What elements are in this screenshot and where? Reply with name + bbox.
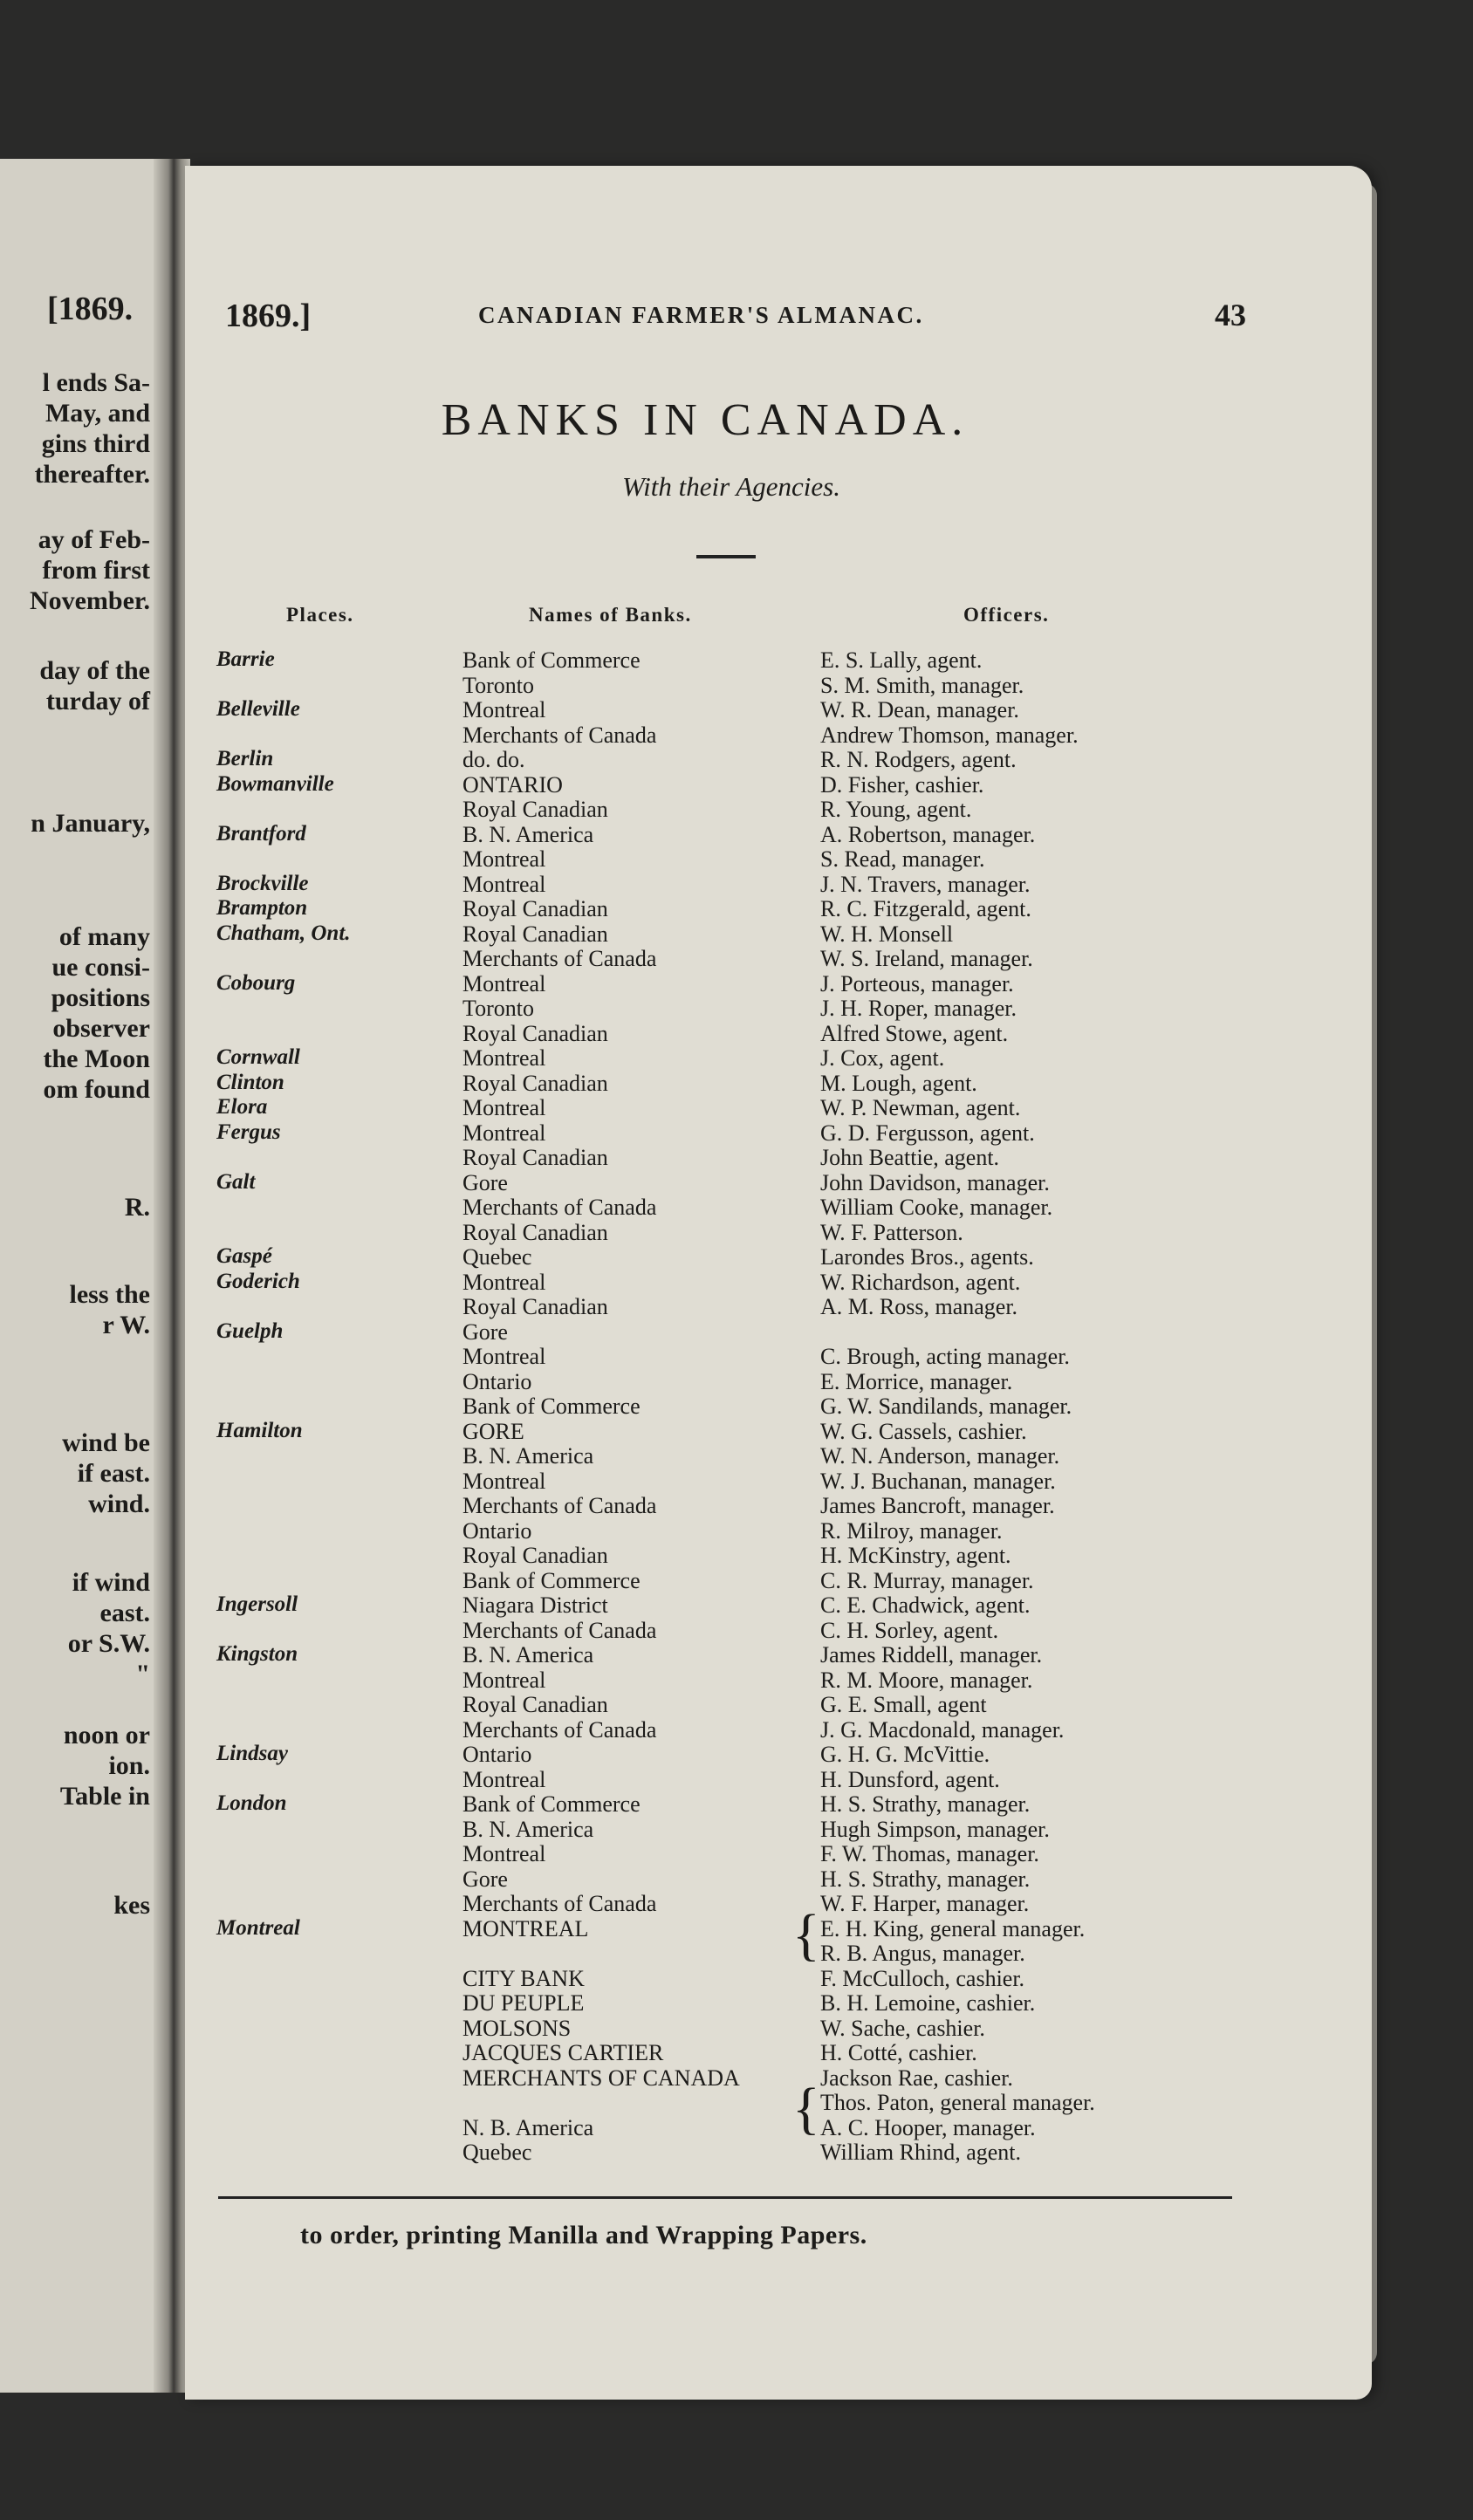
left-page-line: the Moon [43,1044,150,1073]
table-row [0,2065,1473,2091]
left-page-line: gins third [41,429,150,458]
left-page-line: l ends Sa- [42,368,150,397]
table-row [0,1394,1473,1419]
table-row [0,673,1473,698]
officer-name: W. S. Ireland, manager. [820,946,1033,971]
place-name: Cornwall [216,1045,300,1069]
bank-name: Royal Canadian [462,1219,608,1245]
place-name: Goderich [216,1269,300,1293]
table-row [0,1618,1473,1643]
bank-name: Quebec [462,1244,532,1270]
table-row [0,1518,1473,1544]
place-name: Kingston [216,1642,298,1666]
place-name: Berlin [216,747,274,770]
left-page-line: R. [124,1193,150,1222]
officer-name: J. Porteous, manager. [820,970,1014,996]
table-row [0,1319,1473,1345]
table-row [0,1941,1473,1966]
table-row [0,1045,1473,1071]
left-page-line: thereafter. [34,460,150,489]
table-row [0,1568,1473,1593]
bank-name: N. B. America [462,2114,594,2140]
bank-name: Royal Canadian [462,1543,608,1568]
bank-name: DU PEUPLE [462,1990,585,2016]
header-year: 1869.] [225,298,312,334]
officer-name: W. P. Newman, agent. [820,1095,1021,1120]
place-name: Montreal [216,1915,300,1940]
bank-name: B. N. America [462,1443,594,1469]
header-title: CANADIAN FARMER'S ALMANAC. [478,302,924,328]
officer-name: E. S. Lally, agent. [820,647,983,673]
officer-name: W. Sache, cashier. [820,2015,985,2041]
officer-name: J. G. Macdonald, manager. [820,1716,1065,1743]
officer-name: R. M. Moore, manager. [820,1667,1033,1693]
bank-name: MONTREAL [462,1915,589,1941]
bank-name: Royal Canadian [462,797,608,822]
bank-name: CITY BANK [462,1965,585,1991]
officer-name: A. M. Ross, manager. [820,1294,1018,1319]
place-name: Gaspé [216,1244,272,1268]
officer-name: W. R. Dean, manager. [820,697,1019,722]
left-page-line: turday of [45,687,150,716]
left-page-line: or S.W. [67,1629,150,1658]
table-row [0,1344,1473,1369]
officer-name: R. B. Angus, manager. [820,1941,1025,1966]
officer-name: F. W. Thomas, manager. [820,1841,1039,1866]
place-name: Cobourg [216,970,296,995]
place-name: Brockville [216,871,309,895]
table-row [0,872,1473,897]
table-row [0,1692,1473,1717]
bank-name: JACQUES CARTIER [462,2040,664,2065]
table-row [0,1220,1473,1245]
left-page-line: ue consi- [51,953,150,982]
bank-name: B. N. America [462,1816,594,1842]
officer-name: J. N. Travers, manager. [820,871,1031,897]
table-row [0,896,1473,921]
officer-name: W. J. Buchanan, manager. [820,1468,1056,1494]
bank-name: Royal Canadian [462,1020,608,1046]
place-name: Brantford [216,821,306,846]
table-row [0,1120,1473,1146]
place-name: Barrie [216,647,275,671]
bank-name: Royal Canadian [462,1692,608,1717]
bank-name: Ontario [462,1742,532,1767]
left-page-line: wind. [88,1489,150,1518]
left-page-line: if wind [72,1568,150,1597]
bottom-divider [218,2196,1232,2199]
officer-name: E. Morrice, manager. [820,1368,1013,1394]
bank-name: Royal Canadian [462,1294,608,1319]
table-row [0,1717,1473,1743]
officer-name: D. Fisher, cashier. [820,771,984,798]
place-name: Hamilton [216,1418,303,1442]
bank-name: do. do. [462,747,525,772]
bank-name: Merchants of Canada [462,1195,657,1220]
place-name: Ingersoll [216,1592,298,1616]
officer-name: Alfred Stowe, agent. [820,1020,1009,1046]
bank-name: GORE [462,1418,524,1444]
officer-name: Andrew Thomson, manager. [820,722,1079,748]
table-row [0,1667,1473,1693]
officer-name: F. McCulloch, cashier. [820,1965,1025,1991]
officer-name: C. Brough, acting manager. [820,1344,1070,1369]
officer-name: A. C. Hooper, manager. [820,2114,1036,2140]
officer-name: James Riddell, manager. [820,1642,1043,1667]
table-row [0,1891,1473,1916]
left-page-line: wind be [62,1428,150,1457]
place-name: Fergus [216,1120,281,1144]
left-page-line: kes [113,1891,150,1920]
bank-name: Montreal [462,1120,546,1146]
table-row [0,1270,1473,1295]
bank-name: Bank of Commerce [462,1567,641,1593]
officer-name: J. H. Roper, manager. [820,996,1017,1021]
bank-name: Ontario [462,1368,532,1394]
officer-name: Thos. Paton, general manager. [820,2090,1095,2115]
place-name: Bowmanville [216,771,334,796]
bank-name: Montreal [462,1344,546,1369]
table-row [0,1443,1473,1469]
officer-name: G. W. Sandilands, manager. [820,1394,1072,1419]
bank-name: Gore [462,1318,508,1345]
left-page-line: of many [58,922,150,951]
officer-name: H. McKinstry, agent. [820,1543,1011,1568]
officer-name: William Cooke, manager. [820,1195,1053,1220]
bank-name: Niagara District [462,1592,608,1618]
left-page-line: ion. [108,1751,150,1780]
table-row [0,1244,1473,1270]
bank-name: Gore [462,1169,508,1195]
table-row [0,2115,1473,2140]
officer-name: W. G. Cassels, cashier. [820,1418,1027,1444]
officer-name: M. Lough, agent. [820,1070,977,1096]
officer-name: W. F. Patterson. [820,1219,963,1245]
bank-name: Montreal [462,846,546,872]
bank-name: Royal Canadian [462,896,608,921]
table-row [0,1195,1473,1220]
bank-name: Bank of Commerce [462,1394,641,1419]
place-name: Guelph [216,1318,284,1343]
bank-name: Merchants of Canada [462,1493,657,1518]
bank-name: Montreal [462,1095,546,1120]
officer-name: R. N. Rodgers, agent. [820,747,1017,772]
place-name: London [216,1791,287,1815]
table-row [0,946,1473,971]
table-row [0,846,1473,872]
place-name: Belleville [216,697,300,721]
officer-name: S. M. Smith, manager. [820,672,1024,698]
bank-name: Montreal [462,970,546,996]
bank-name: ONTARIO [462,771,563,798]
officer-name: H. S. Strathy, manager. [820,1866,1031,1892]
brace-mark: { [792,1902,820,1967]
left-page-line: Table in [59,1782,150,1811]
left-page-line: east. [99,1599,150,1627]
officer-name: William Rhind, agent. [820,2140,1022,2165]
table-row [0,1469,1473,1494]
officer-name: C. R. Murray, manager. [820,1567,1034,1593]
officer-name: Jackson Rae, cashier. [820,2065,1013,2091]
table-row [0,2040,1473,2065]
table-row [0,697,1473,722]
left-page-line: r W. [102,1311,150,1339]
bank-name: Bank of Commerce [462,647,641,673]
left-page-line: ay of Feb- [38,525,150,554]
place-name: Clinton [216,1070,284,1094]
table-row [0,2140,1473,2165]
bank-name: Royal Canadian [462,1145,608,1170]
table-row [0,772,1473,798]
officer-name: S. Read, manager. [820,846,985,872]
left-page-line: November. [29,586,150,615]
table-row [0,1990,1473,2016]
place-name: Elora [216,1095,268,1119]
officer-name: R. Milroy, manager. [820,1517,1003,1544]
bank-name: Montreal [462,1667,546,1693]
left-page-line: less the [69,1280,150,1309]
table-row [0,1145,1473,1170]
table-row [0,1767,1473,1792]
officer-name: E. H. King, general manager. [820,1915,1086,1941]
officer-name: C. H. Sorley, agent. [820,1617,999,1643]
officer-name: John Beattie, agent. [820,1145,1000,1170]
bank-name: Toronto [462,672,534,698]
bank-name: MERCHANTS OF CANADA [462,2065,740,2091]
officer-name: H. Cotté, cashier. [820,2040,977,2065]
officer-name: W. H. Monsell [820,921,954,947]
left-page-line: om found [43,1075,150,1104]
left-page-line: May, and [45,399,150,428]
table-row [0,797,1473,822]
bank-name: Quebec [462,2140,532,2165]
left-page-line: noon or [63,1721,150,1750]
place-name: Chatham, Ont. [216,921,351,945]
officer-name: A. Robertson, manager. [820,821,1036,847]
table-row [0,1021,1473,1046]
page-number: 43 [1215,298,1246,332]
brace-mark: { [792,2077,820,2140]
officer-name: James Bancroft, manager. [820,1493,1055,1518]
page-subtitle: With their Agencies. [622,471,840,502]
page-title: BANKS IN CANADA. [441,395,969,445]
left-page-year: [1869. [47,291,134,327]
table-row [0,1294,1473,1319]
table-row [0,747,1473,772]
officer-name: W. N. Anderson, manager. [820,1443,1060,1469]
bank-name: Toronto [462,996,534,1021]
officer-name: R. Young, agent. [820,797,972,822]
bank-name: Montreal [462,1269,546,1295]
bank-name: Montreal [462,1841,546,1866]
table-row [0,1170,1473,1195]
bank-name: Royal Canadian [462,921,608,947]
officer-name: Larondes Bros., agents. [820,1244,1034,1270]
bank-name: Merchants of Canada [462,722,657,748]
left-page-line: if east. [77,1459,150,1488]
table-row [0,1419,1473,1444]
bank-name: Merchants of Canada [462,1716,657,1743]
place-name: Galt [216,1169,256,1194]
table-row [0,996,1473,1021]
bank-name: Merchants of Canada [462,1891,657,1916]
place-name: Brampton [216,896,308,920]
table-row [0,1095,1473,1120]
officer-name: J. Cox, agent. [820,1045,945,1071]
bank-name: MOLSONS [462,2015,572,2041]
table-row [0,971,1473,996]
table-row [0,1866,1473,1892]
bank-name: B. N. America [462,1642,594,1667]
table-row [0,1841,1473,1866]
bank-name: Bank of Commerce [462,1791,641,1817]
table-row [0,1493,1473,1518]
bank-name: Montreal [462,1468,546,1494]
officer-name: Hugh Simpson, manager. [820,1816,1050,1842]
officer-name: B. H. Lemoine, cashier. [820,1990,1036,2016]
table-row [0,1543,1473,1568]
left-page-line: " [135,1660,150,1688]
officer-name: G. H. G. McVittie. [820,1742,990,1767]
table-row [0,1592,1473,1618]
table-row [0,1817,1473,1842]
table-row [0,1369,1473,1394]
left-page-line: n January, [31,809,150,838]
table-row [0,722,1473,748]
table-row [0,822,1473,847]
left-page-line: from first [42,556,150,585]
bank-name: Royal Canadian [462,1070,608,1096]
bank-name: Ontario [462,1517,532,1544]
place-name: Lindsay [216,1742,288,1765]
officer-name: W. Richardson, agent. [820,1269,1021,1295]
officer-name: G. D. Fergusson, agent. [820,1120,1035,1146]
table-row [0,2016,1473,2041]
bank-name: Merchants of Canada [462,1617,657,1643]
table-row [0,1966,1473,1991]
officer-name: H. Dunsford, agent. [820,1766,1000,1792]
table-row [0,1642,1473,1667]
bank-name: Gore [462,1866,508,1892]
column-header-officers: Officers. [963,604,1050,626]
table-row [0,1071,1473,1096]
column-header-banks: Names of Banks. [529,604,692,626]
left-page-line: positions [51,983,150,1012]
bank-name: Montreal [462,697,546,722]
bank-name: Merchants of Canada [462,946,657,971]
bank-name: B. N. America [462,821,594,847]
left-page-line: day of the [39,656,150,685]
column-header-places: Places. [286,604,354,626]
table-row [0,647,1473,673]
bank-name: Montreal [462,871,546,897]
officer-name: G. E. Small, agent [820,1692,987,1717]
officer-name: C. E. Chadwick, agent. [820,1592,1031,1618]
footer-advertisement: to order, printing Manilla and Wrapping Papers. [300,2221,867,2250]
officer-name: R. C. Fitzgerald, agent. [820,896,1031,921]
table-row [0,1791,1473,1817]
bank-name: Montreal [462,1766,546,1792]
left-page-line: observer [52,1014,150,1043]
officer-name: John Davidson, manager. [820,1169,1050,1195]
table-row [0,921,1473,947]
officer-name: H. S. Strathy, manager. [820,1791,1031,1817]
bank-name: Montreal [462,1045,546,1071]
officer-name: W. F. Harper, manager. [820,1891,1030,1916]
table-row [0,1742,1473,1767]
